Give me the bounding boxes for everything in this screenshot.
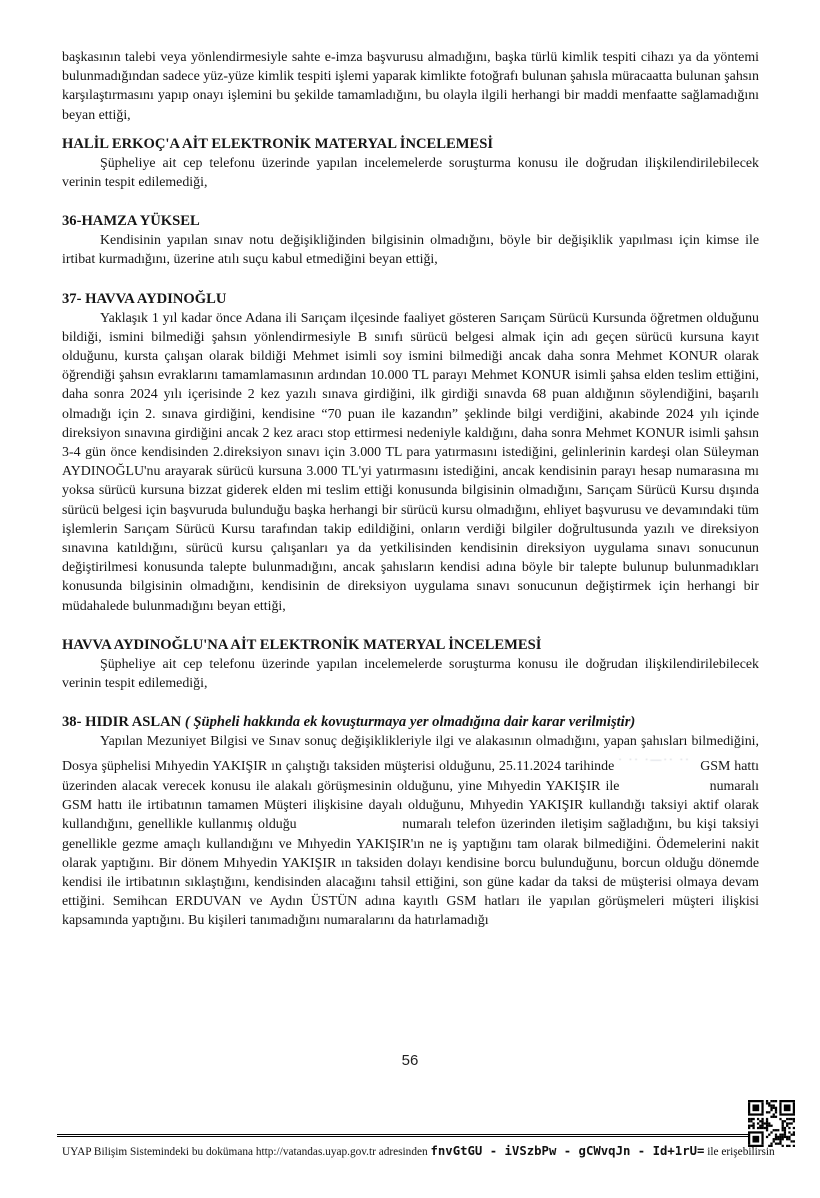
section-heading-38-note: ( Şüpheli hakkında ek kovuşturmaya yer olmadığına dair karar verilmiştir) — [184, 714, 636, 731]
footer-rule — [57, 1134, 749, 1137]
section-heading-36-hamza-yuksel: 36-HAMZA YÜKSEL — [62, 213, 200, 230]
paragraph-halil-erkoc: Şüpheliye ait cep telefonu üzerinde yapılan incelemelerde soruşturma konusu ile doğrudan ilişkilendirilebilecek verinin tespit edilemediği, — [62, 155, 759, 191]
intro-paragraph: başkasının talebi veya yönlendirmesiyle sahte e-imza başvurusu almadığını, başka türlü kimlik tespiti cihazı ya da yöntemi bulunmadığından sadece yüz-yüze kimlik tespiti işlemi yaparak kimlikte fotoğrafı bulunan şahısla müracaatta bulunan şahsın karşılaştırmasını yapıp onayı işlemini bu şekilde tamamladığını, bu olayla ilgili herhangi bir maddi menfaatte sağlamadığını beyan ettiği, — [62, 50, 759, 123]
paragraph-havva-elektronik: Şüpheliye ait cep telefonu üzerinde yapılan incelemelerde soruşturma konusu ile doğrudan ilişkilendirilebilecek verinin tespit edilemediği, — [62, 656, 759, 692]
footer-prefix: UYAP Bilişim Sistemindeki bu dokümana http://vatandas.uyap.gov.tr adresinden — [62, 1146, 428, 1158]
section-heading-halil-erkoc: HALİL ERKOÇ'A AİT ELEKTRONİK MATERYAL İNCELEMESİ — [62, 135, 494, 152]
body-text — [62, 48, 759, 931]
section-heading-37-havva-aydinoglu: 37- HAVVA AYDINOĞLU — [62, 290, 227, 307]
page-number: 56 — [401, 1052, 419, 1069]
footer-suffix: ile erişebilirsin — [707, 1146, 775, 1158]
paragraph-36-hamza-yuksel: Kendisinin yapılan sınav notu değişikliğinden bilgisinin olmadığını, böyle bir değişiklik yapılması için kimse ile irtibat kurmadığını, üzerine atılı suçu kabul etmediğini beyan ettiği, — [62, 233, 759, 268]
paragraph-38-segment: numaralı telefon üzerinden iletişim sağladığını, bu kişi taksiyi genellikle gezme amaçlı kullandığını ve Mıhyedin YAKIŞIR'ın ne iş yaptığını tam olarak bilmediğini. Ödemelerini nakit olarak yaptığını. Bir dönem Mıhyedin YAKIŞIR ın taksiden dolayı kendisine borcu bulunduğunu, borcun olduğu dönemde kendisi ile irtibatının sıklaştığını, kendisinden alacağını tahsil ettiğini, son güne kadar da taksi de müşterisi olmaya devam ettiğini. Semihcan ERDUVAN ve Aydın ÜSTÜN adına kayıtlı GSM hatları ile yapılan görüşmeleri müşteri ilişkisi kapsamında yaptığını. Bu kişileri tanımadığını numaralarını da hatırlamadığı — [62, 817, 759, 929]
paragraph-38-hidir-aslan — [62, 732, 759, 930]
paragraph-38-segment: GSM hattı üzerinden alacak verecek konusu ile alakalı görüşmesinin olduğunu, yine Mıhyedin YAKIŞIR ile — [62, 759, 759, 794]
section-heading-havva-elektronik: HAVVA AYDINOĞLU'NA AİT ELEKTRONİK MATERYAL İNCELEMESİ — [62, 636, 542, 653]
footer-access-code: fnvGtGU - iVSzbPw - gCWvqJn - Id+1rU= — [430, 1144, 705, 1158]
redacted-number-ghost: · ·· ·—·· ·· — [618, 754, 691, 767]
paragraph-38-segment: numaralı GSM hattı ile irtibatının tamamen Müşteri ilişkisine dayalı olduğunu, Mıhyedin YAKIŞIR kullandığı taksiyi aktif olarak kullandığını, genellikle kullanmış olduğu — [62, 778, 759, 833]
footer-text — [62, 1144, 782, 1158]
qr-code — [748, 1100, 795, 1147]
paragraph-38-segment: Yapılan Mezuniyet Bilgisi ve Sınav sonuç değişiklikleriyle ilgi ve alakasının olmadığını, yapan şahısları bilmediğini, Dosya şüphelisi Mıhyedin YAKIŞIR ın çalıştığı taksiden müşterisi olduğunu, 25.11.2024 tarihinde — [62, 734, 759, 775]
paragraph-37-havva-aydinoglu: Yaklaşık 1 yıl kadar önce Adana ili Sarıçam ilçesinde faaliyet gösteren Sarıçam Sürücü Kursunda öğretmen olduğunu bildiği, ismini bilmediği şahsın yönlendirmesiyle B sınıfı sürücü belgesi almak için adı geçen sürücü kursuna kayıt olduğunu, kursta çalışan olarak bildiği Mehmet isimli soy ismini bilmediği ancak daha sonra Mehmet KONUR olarak öğrendiği şahsın evraklarını tamamlamasının ardından 10.000 TL parayı Mehmet KONUR isimli şahsa elden teslim ettiğini, daha sonra 2024 yılı içerisinde 2 kez yazılı sınava girdiğini, ilk girdiği sınavda 68 puan aldığının söylendiğini, başarılı olmadığı için 2. sınava girdiğini, kendisine “70 puan ile kazandın” şeklinde bilgi verdiğini, akabinde 2024 yılı içinde direksiyon sınavına girdiğini ancak 2 kez aracı stop ettirmesi nedeniyle kaldığını, daha sonra Mehmet KONUR isimli şahsın 3-4 gün önce kendisinden 2.direksiyon sınavı için 3.000 TL para yatırmasını istediğini, gelinlerinin kardeşi olan Süleyman AYDINOĞLU'nu arayarak sürücü kursuna 3.000 TL'yi yatırmasını istediğini, ancak kendisinin parayı hesap numarasına mı yoksa sürücü kursuna bizzat giderek elden mi teslim ettiği konusunda bilgisinin olmadığını, Sarıçam Sürücü Kursu dışında sürücü belgesi için başvuruda bulunduğu başka herhangi bir sürücü kursu olmadığını, ehliyet başvurusu ve devamındaki tüm işlemlerin Sarıçam Sürücü Kursu tarafından takip edildiğini, onların verdiği bilgiler doğrultusunda yazılı ve direksiyon sınavına katıldığını, sürücü kursu çalışanları ya da yetkilisinden kendisinin direksiyon uygulama sınavı sonucunun değiştirilmesi konusunda talepte bulunmadığını, ancak şahısların kendisi adına böyle bir talepte bulunup bulunmadıkları konusunda bilgisinin olmadığını, kendisinin de direksiyon uygulama sınavı sonucunun değiştirmek için herhangi bir müdahalede bulunmadığını beyan ettiği, — [62, 310, 759, 614]
section-heading-38-name: 38- HIDIR ASLAN — [62, 714, 182, 731]
section-heading-38-hidir-aslan — [62, 713, 759, 732]
